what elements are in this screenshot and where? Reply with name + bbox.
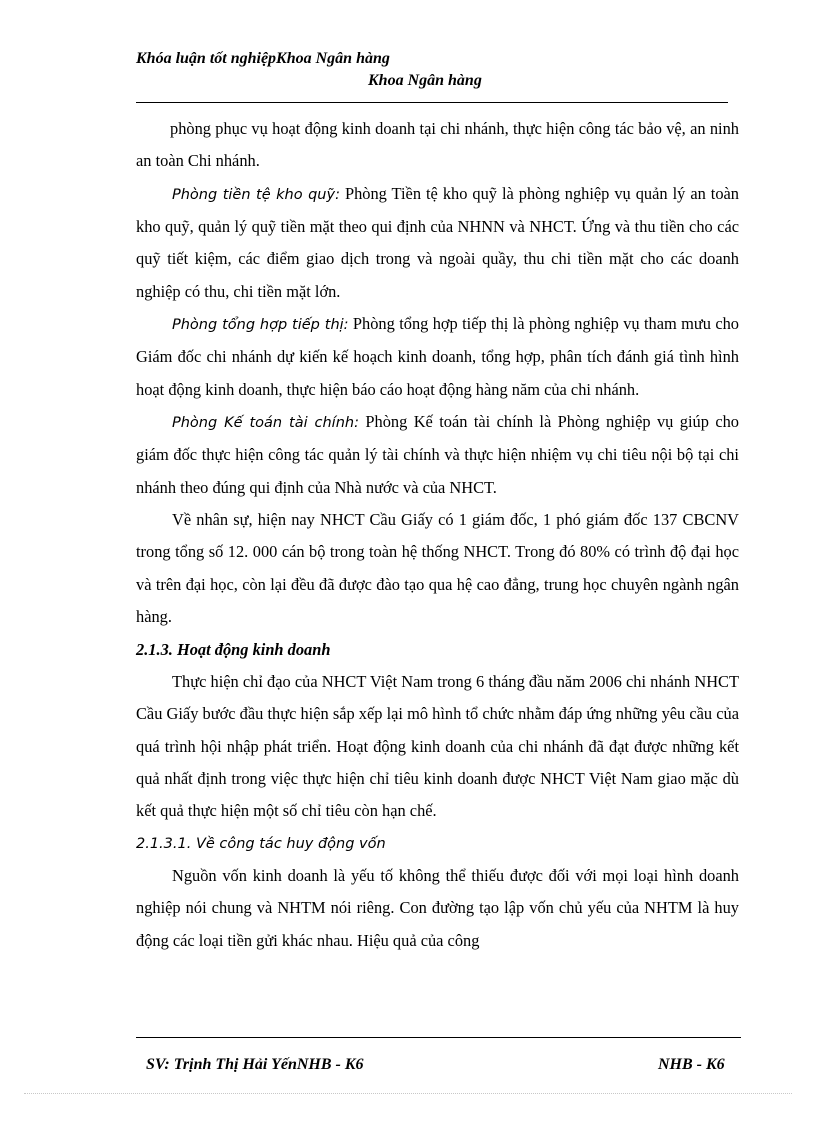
header-line-1: Khóa luận tốt nghiệpKhoa Ngân hàng [136,50,390,67]
paragraph-text: Về nhân sự, hiện nay NHCT Cầu Giấy có 1 giám đốc, 1 phó giám đốc 137 CBCNV trong tổng số 12. 000 cán bộ trong toàn hệ thống NHCT. Trong đó 80% có trình độ đại học và trên đại học, còn lại đều đã được đào tạo qua hệ cao đẳng, trung học chuyên ngành ngân hàng. [136,510,739,627]
page-edge-divider [24,1093,792,1094]
paragraph-text: Phòng Tiền tệ kho quỹ là phòng nghiệp vụ quản lý an toàn kho quỹ, quản lý quỹ tiền mặt theo qui định của NHNN và NHCT. Ứng và thu tiền cho các quỹ tiết kiệm, các điểm giao dịch trong và ngoài quầy, thu chi tiền mặt cho các doanh nghiệp có thu, chi tiền mặt lớn. [136,183,740,301]
subsection-paragraph: Nguồn vốn kinh doanh là yếu tố không thể thiếu được đối với mọi loại hình doanh nghiệp nói chung và NHTM nói riêng. Con đường tạo lập vốn chủ yếu của NHTM là huy động các loại tiền gửi khác nhau. Hiệu quả của công [136,865,739,950]
paragraph-staffing [136,504,739,633]
paragraph-accounting [136,406,739,504]
paragraph-text: Phòng tổng hợp tiếp thị là phòng nghiệp vụ tham mưu cho Giám đốc chi nhánh dự kiến kế hoạch kinh doanh, tổng hợp, phân tích đánh giá tình hình hoạt động kinh doanh, thực hiện báo cáo hoạt động hàng năm của chi nhánh. [136,314,739,399]
footer-class: NHB - K6 [658,1056,725,1073]
header-rule [136,102,728,103]
subsection-heading: 2.1.3.1. Về công tác huy động vốn [136,835,386,852]
paragraph-marketing [136,308,739,406]
paragraph-lead: Phòng tổng hợp tiếp thị: [172,317,349,334]
page-body [136,113,739,957]
header-line-2: Khoa Ngân hàng [368,72,482,89]
paragraph-treasury [136,178,739,308]
paragraph-lead: Phòng Kế toán tài chính: [172,415,359,432]
paragraph-security [136,113,739,178]
section-heading: 2.1.3. Hoạt động kinh doanh [136,639,331,659]
paragraph-text: phòng phục vụ hoạt động kinh doanh tại chi nhánh, thực hiện công tác bảo vệ, an ninh an toàn Chi nhánh. [136,119,739,171]
section-paragraph: Thực hiện chỉ đạo của NHCT Việt Nam trong 6 tháng đầu năm 2006 chi nhánh NHCT Cầu Giấy bước đầu thực hiện sắp xếp lại mô hình tổ chức nhằm đáp ứng những yêu cầu của quá trình hội nhập phát triển. Hoạt động kinh doanh của chi nhánh đã đạt được những kết quả nhất định trong việc thực hiện chỉ tiêu kinh doanh được NHCT Việt Nam giao mặc dù kết quả thực hiện một số chỉ tiêu còn hạn chế. [136,671,739,821]
paragraph-text: Phòng Kế toán tài chính là Phòng nghiệp vụ giúp cho giám đốc thực hiện công tác quản lý tài chính và thực hiện nhiệm vụ chi tiêu nội bộ tại chi nhánh theo đúng qui định của Nhà nước và của NHCT. [136,412,739,497]
footer-rule [136,1037,741,1038]
paragraph-lead: Phòng tiền tệ kho quỹ: [172,186,340,203]
footer-student: SV: Trịnh Thị Hải YếnNHB - K6 [146,1056,364,1073]
